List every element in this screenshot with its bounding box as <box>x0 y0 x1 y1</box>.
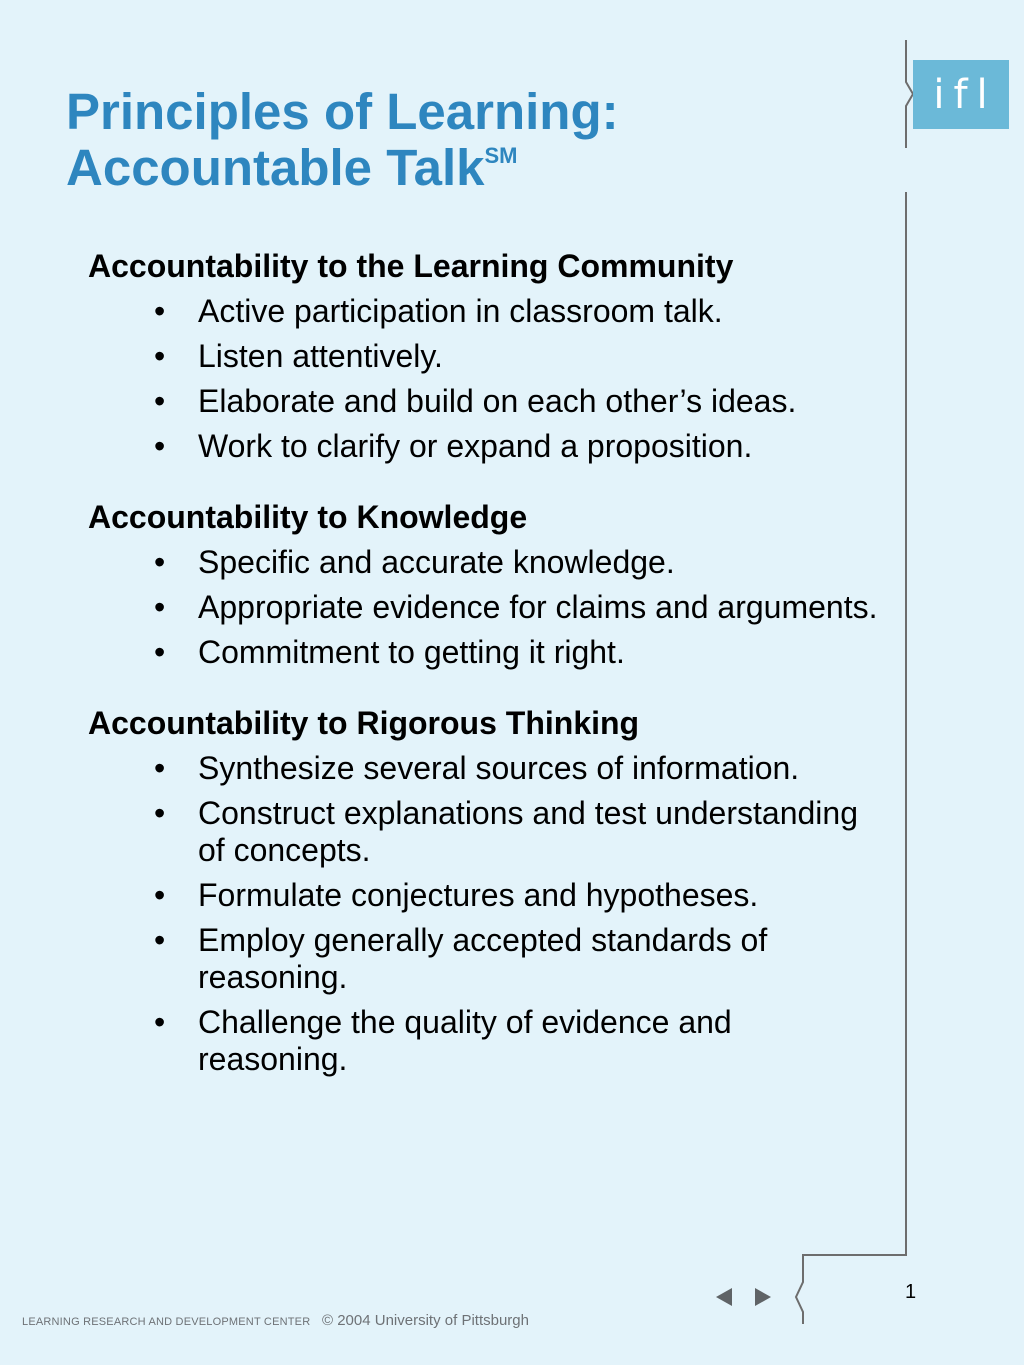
list-item <box>88 1004 888 1078</box>
list-item <box>88 383 888 420</box>
bullet-icon: • <box>154 1004 166 1040</box>
triangle-left-icon <box>716 1288 732 1306</box>
list-item-text: Appropriate evidence for claims and arguments. <box>198 589 878 625</box>
list-item-text: Challenge the quality of evidence and reasoning. <box>198 1004 732 1077</box>
bullet-icon: • <box>154 634 166 670</box>
section-learning-community <box>88 248 888 465</box>
list-item-text: Work to clarify or expand a proposition. <box>198 428 753 464</box>
bullet-icon: • <box>154 922 166 958</box>
list-item-text: Employ generally accepted standards of reasoning. <box>198 922 768 995</box>
bullet-list <box>88 750 888 1078</box>
list-item-text: Listen attentively. <box>198 338 443 374</box>
section-heading: Accountability to Rigorous Thinking <box>88 705 640 741</box>
logo-text: ifl <box>933 71 997 118</box>
bullet-icon: • <box>154 544 166 580</box>
next-slide-button[interactable] <box>753 1286 773 1308</box>
bullet-icon: • <box>154 877 166 913</box>
section-knowledge <box>88 499 888 671</box>
list-item-text: Commitment to getting it right. <box>198 634 625 670</box>
bullet-icon: • <box>154 338 166 374</box>
bullet-list <box>88 293 888 465</box>
bullet-icon: • <box>154 383 166 419</box>
bullet-icon: • <box>154 750 166 786</box>
list-item <box>88 877 888 914</box>
bullet-icon: • <box>154 293 166 329</box>
list-item-text: Active participation in classroom talk. <box>198 293 723 329</box>
service-mark: SM <box>484 143 518 168</box>
list-item-text: Specific and accurate knowledge. <box>198 544 675 580</box>
ifl-logo <box>913 60 1009 129</box>
prev-slide-button[interactable] <box>714 1286 734 1308</box>
list-item-text: Construct explanations and test understanding of concepts. <box>198 795 858 868</box>
list-item-text: Synthesize several sources of information. <box>198 750 800 786</box>
list-item <box>88 544 888 581</box>
list-item <box>88 795 888 869</box>
bullet-icon: • <box>154 589 166 625</box>
footer-organization: LEARNING RESEARCH AND DEVELOPMENT CENTER <box>22 1316 311 1328</box>
title-line-2: Accountable Talk <box>66 139 485 196</box>
bullet-list <box>88 544 888 671</box>
title-line-1: Principles of Learning: <box>66 83 619 140</box>
page-number: 1 <box>905 1281 917 1303</box>
bullet-icon: • <box>154 428 166 464</box>
section-heading: Accountability to the Learning Community <box>88 248 734 284</box>
slide-title <box>66 84 619 196</box>
slide-content <box>88 248 888 1112</box>
list-item <box>88 634 888 671</box>
footer-copyright: © 2004 University of Pittsburgh <box>322 1312 529 1329</box>
list-item <box>88 922 888 996</box>
list-item-text: Elaborate and build on each other’s ideas. <box>198 383 797 419</box>
list-item <box>88 293 888 330</box>
list-item <box>88 589 888 626</box>
triangle-right-icon <box>755 1288 771 1306</box>
bullet-icon: • <box>154 795 166 831</box>
list-item <box>88 750 888 787</box>
list-item <box>88 428 888 465</box>
section-heading: Accountability to Knowledge <box>88 499 528 535</box>
list-item <box>88 338 888 375</box>
section-rigorous-thinking <box>88 705 888 1078</box>
list-item-text: Formulate conjectures and hypotheses. <box>198 877 759 913</box>
